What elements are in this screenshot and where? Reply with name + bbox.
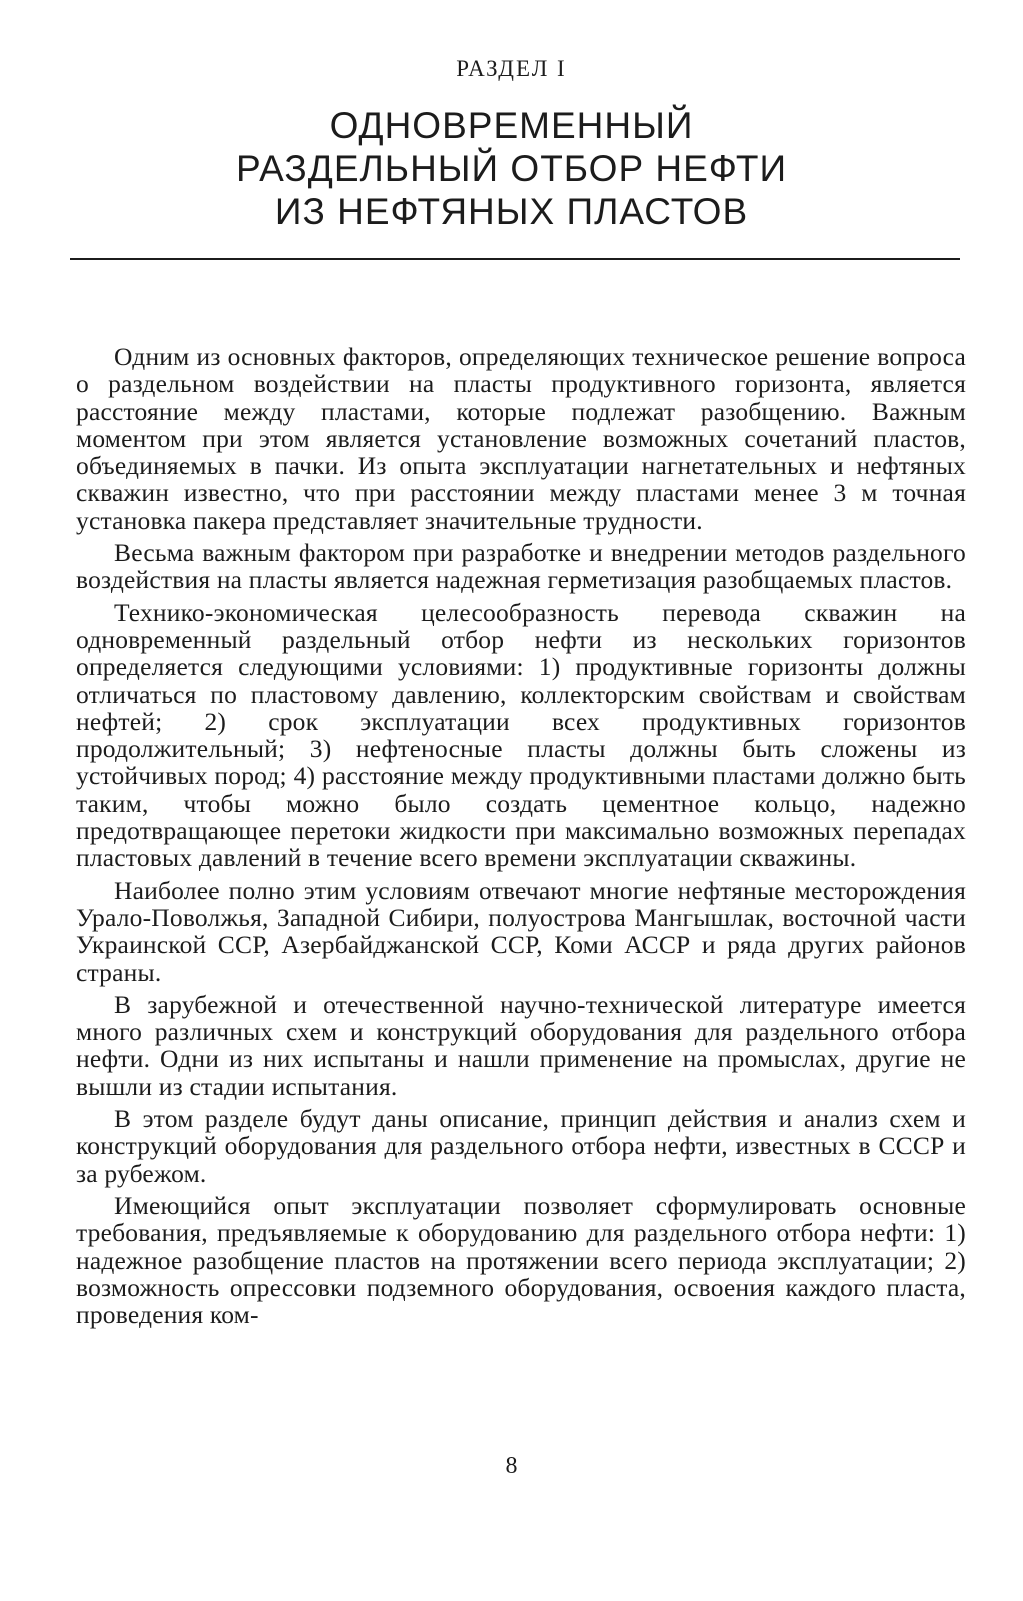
paragraph: Наиболее полно этим условиям отвечают многие нефтяные месторождения Урало-Поволжья, Западной Сибири, полуострова Мангышлак, восточной части Украинской ССР, Азербайджанской ССР, Коми АССР и ряда других районов страны.: [76, 875, 966, 987]
paragraph: В зарубежной и отечественной научно-технической литературе имеется много различных схем и конструкций оборудования для раздельного отбора нефти. Одни из них испытаны и нашли применение на промыслах, другие не вышли из стадии испытания.: [76, 989, 966, 1101]
page-number: 8: [505, 1453, 518, 1479]
title-divider: [70, 258, 960, 260]
paragraph: Весьма важным фактором при разработке и внедрении методов раздельного воздействия на пласты является надежная герметизация разобщаемых пластов.: [76, 538, 966, 595]
body-text: [76, 343, 966, 1333]
section-label: РАЗДЕЛ I: [456, 56, 567, 81]
section-title-line: ИЗ НЕФТЯНЫХ ПЛАСТОВ: [274, 191, 749, 232]
paragraph: Имеющийся опыт эксплуатации позволяет сформулировать основные требования, предъявляемые к оборудованию для раздельного отбора нефти: 1) надежное разобщение пластов на протяжении всего периода эксплуатации; 2) возможность опрессовки подземного оборудования, освоения каждого пласта, проведения ком-: [76, 1190, 966, 1330]
section-title-line: РАЗДЕЛЬНЫЙ ОТБОР НЕФТИ: [235, 148, 788, 189]
paragraph: В этом разделе будут даны описание, принцип действия и анализ схем и конструкций оборудования для раздельного отбора нефти, известных в СССР и за рубежом.: [76, 1104, 966, 1188]
section-title-line: ОДНОВРЕМЕННЫЙ: [329, 105, 694, 146]
paragraph: Технико-экономическая целесообразность перевода скважин на одновременный раздельный отбор нефти из нескольких горизонтов определяется следующими условиями: 1) продуктивные горизонты должны отличаться по пластовому давлению, коллекторским свойствам и свойствам нефтей; 2) срок эксплуатации всех продуктивных горизонтов продолжительный; 3) нефтеносные пласты должны быть сложены из устойчивых пород; 4) расстояние между продуктивными пластами должно быть таким, чтобы можно было создать цементное кольцо, надежно предотвращающее перетоки жидкости при максимально возможных перепадах пластовых давлений в течение всего времени эксплуатации скважины.: [76, 597, 966, 873]
paragraph: Одним из основных факторов, определяющих техническое решение вопроса о раздельном воздействии на пласты продуктивного горизонта, является расстояние между пластами, которые подлежат разобщению. Важным моментом при этом является установление возможных сочетаний пластов, объединяемых в пачки. Из опыта эксплуатации нагнетательных и нефтяных скважин известно, что при расстоянии между пластами менее 3 м точная установка пакера представляет значительные трудности.: [76, 342, 966, 535]
section-title: [0, 104, 1023, 233]
